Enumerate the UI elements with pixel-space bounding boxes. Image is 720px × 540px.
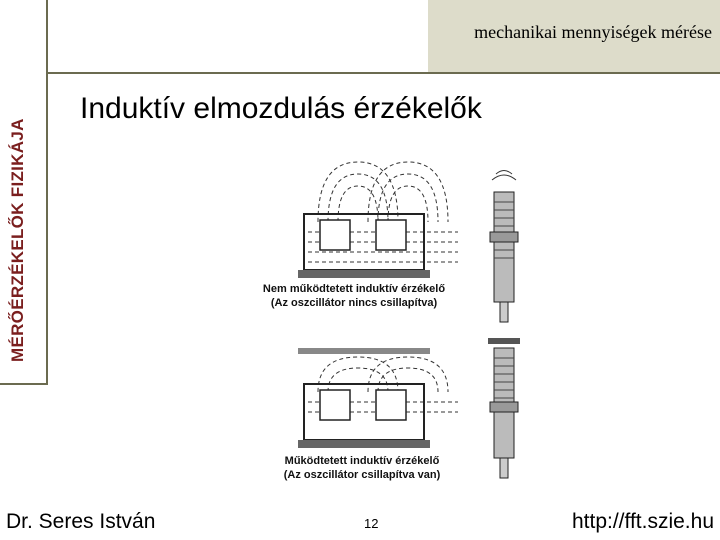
- top-rule: [48, 72, 720, 74]
- sensor-diagram: [238, 152, 532, 485]
- sensor-figure: [238, 152, 532, 485]
- sidebar-title-text: MÉRŐÉRZÉKELŐK FIZIKÁJA: [8, 118, 27, 362]
- footer-author: Dr. Seres István: [6, 510, 156, 533]
- top-caption-line2: (Az oszcillátor nincs csillapítva): [270, 297, 438, 309]
- left-rule-cap: [0, 383, 48, 385]
- sidebar-title: [0, 0, 46, 383]
- bottom-caption-line1: Működtetett induktív érzékelő: [284, 455, 440, 467]
- top-caption-line1: Nem működtetett induktív érzékelő: [262, 283, 446, 295]
- slide-title: Induktív elmozdulás érzékelők: [80, 92, 482, 125]
- top-caption: [244, 282, 464, 310]
- header-subject: mechanikai mennyiségek mérése: [474, 22, 712, 42]
- footer-page-number: 12: [364, 516, 379, 531]
- left-rule: [46, 0, 48, 385]
- footer-url[interactable]: http://fft.szie.hu: [571, 510, 714, 533]
- bottom-caption-line2: (Az oszcillátor csillapítva van): [283, 469, 441, 481]
- bottom-caption: [252, 454, 472, 482]
